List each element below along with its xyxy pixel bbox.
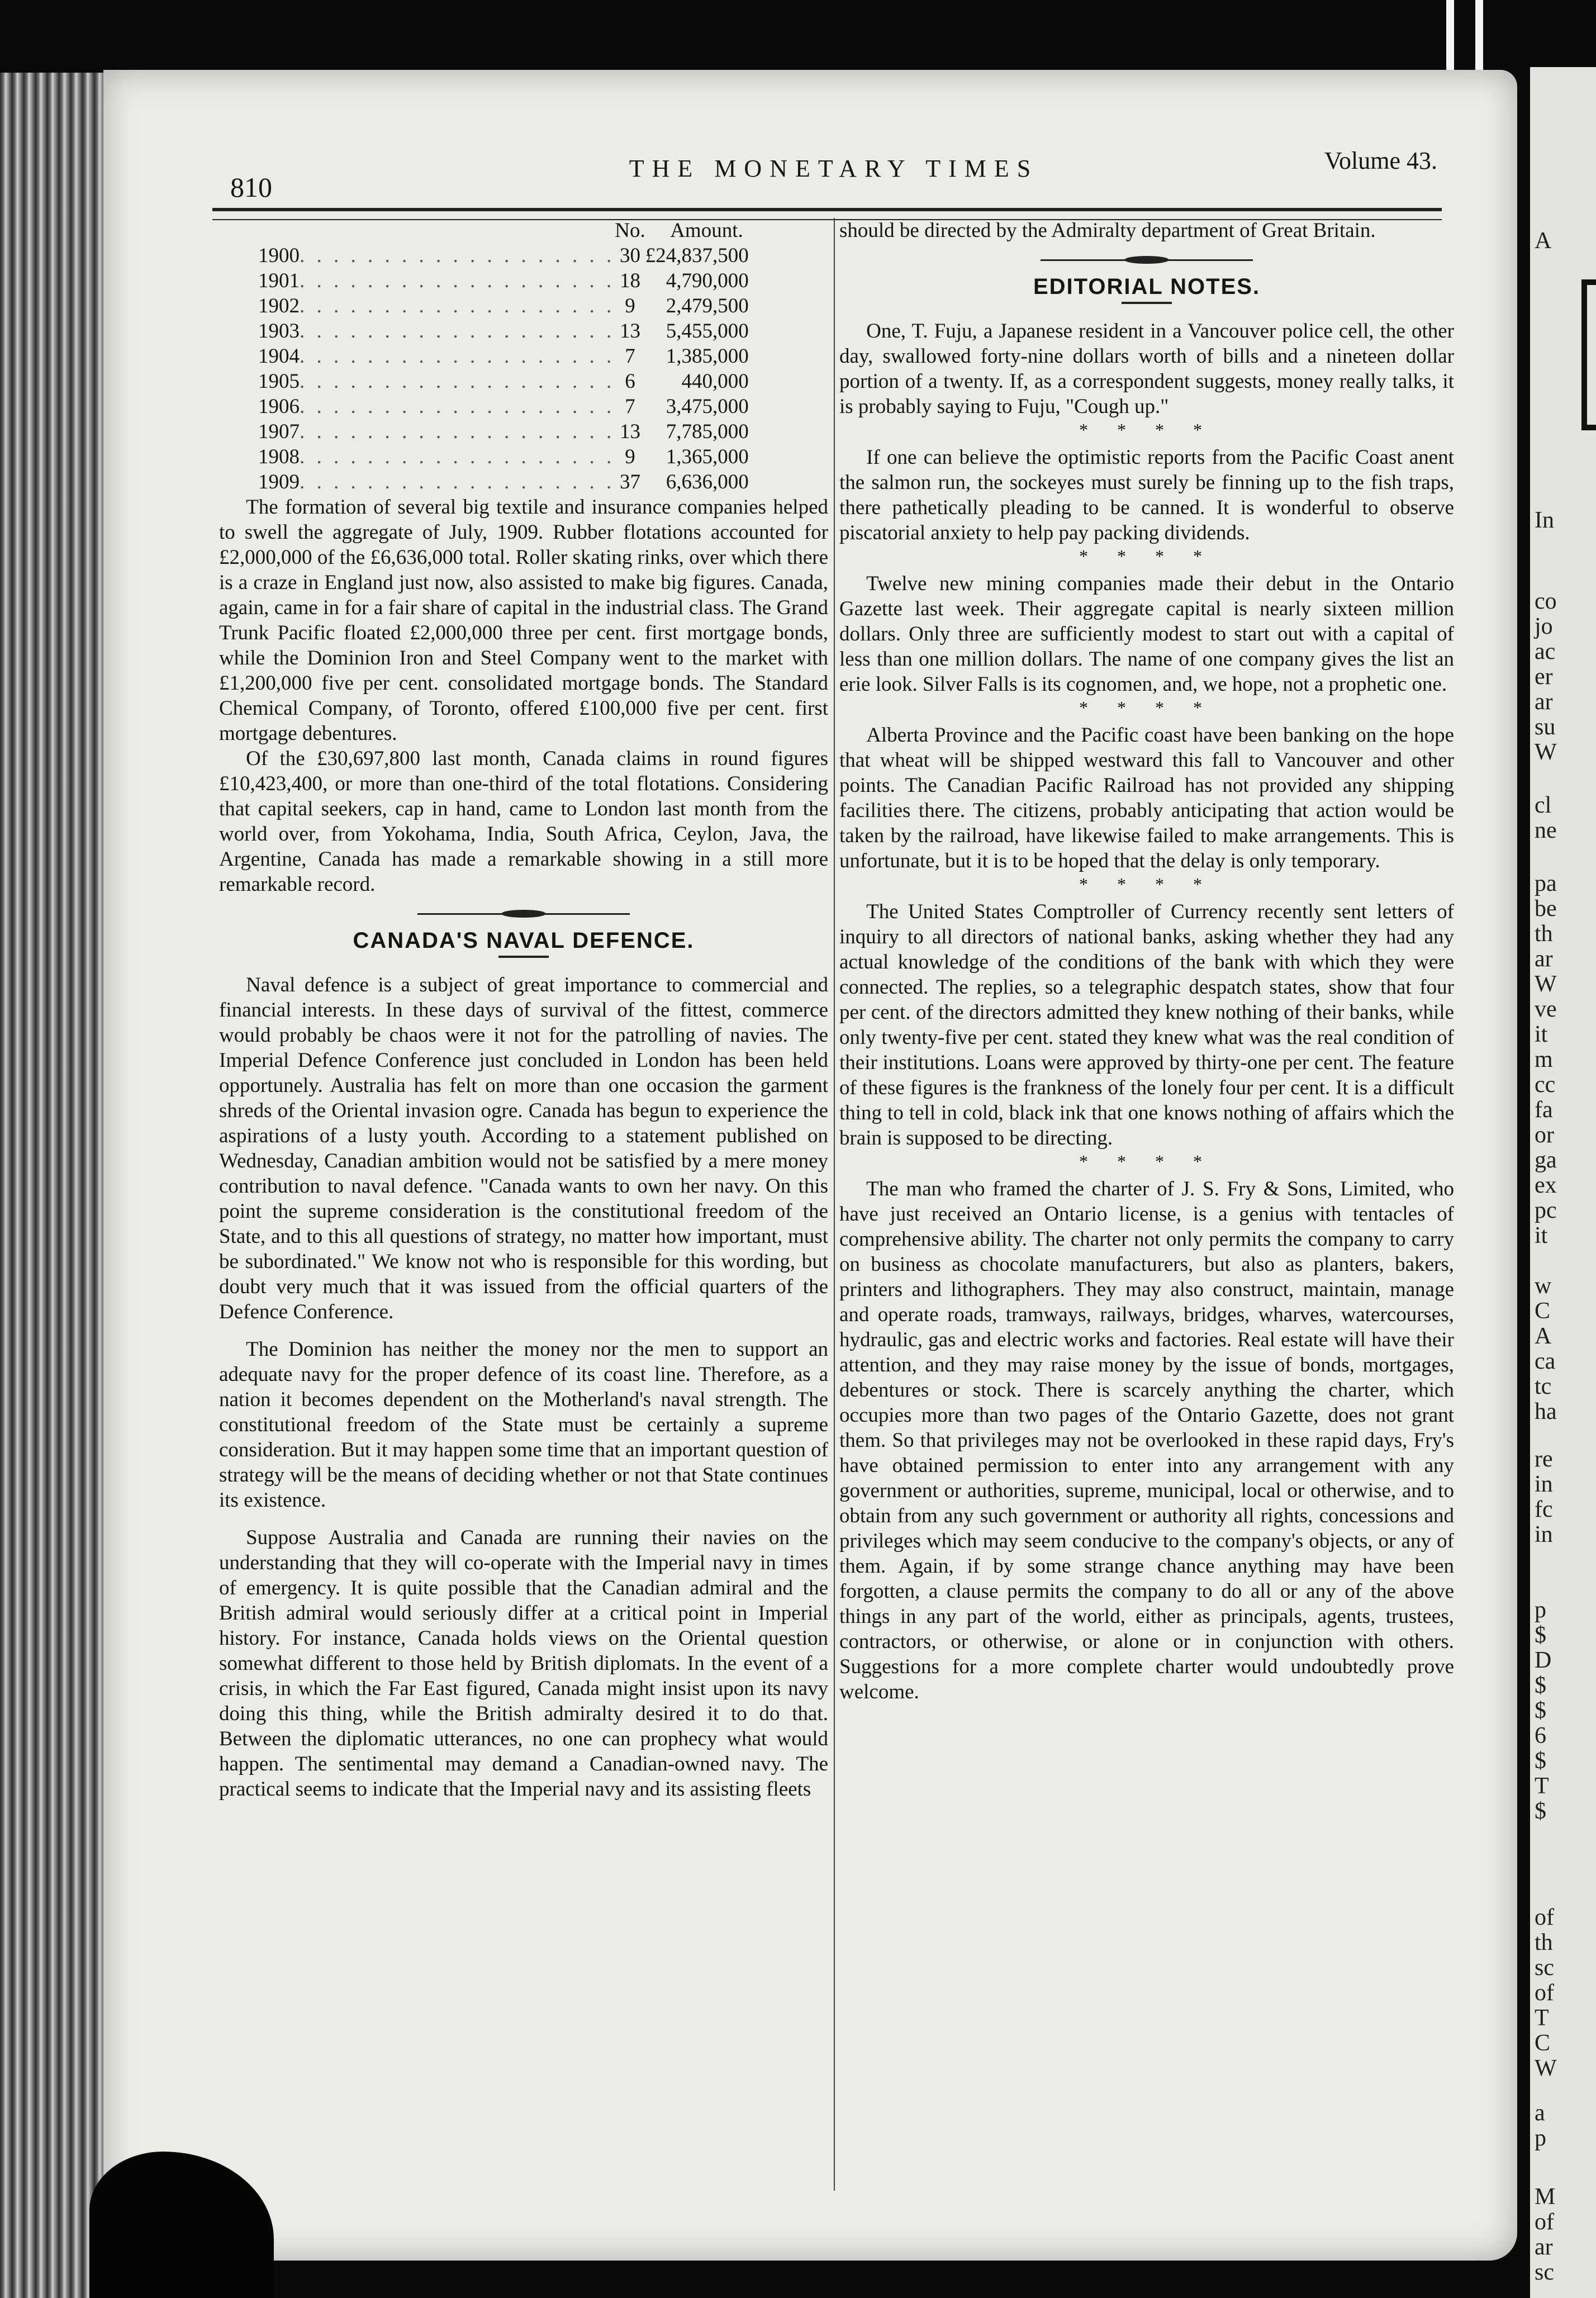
facing-page-fragment: ac: [1535, 639, 1556, 664]
facing-page-fragment: 6: [1535, 1723, 1546, 1749]
facing-page-fragment: sc: [1535, 2259, 1554, 2285]
facing-page-fragment: ve: [1535, 996, 1557, 1022]
facing-page-fragment: sc: [1535, 1955, 1554, 1981]
facing-page-fragment: tc: [1535, 1374, 1552, 1399]
row-count: 7: [625, 395, 635, 418]
section-ornament: [417, 907, 630, 920]
editorial-note: The United States Comptroller of Currency recently sent letters of inquiry to all directors of national banks, asking whether they had any actual knowledge of the conditions of the bank with which they were connected. The replies, so a telegraphic despatch states, show that four per cent. of the directors admitted they knew nothing of their banks, while only twenty-five per cent. stated they knew what was the real condition of their institutions. Loans were approved by thirty-one per cent. The feature of these figures is the frankness of the lonely four per cent. It is a difficult thing to tell in cold, black ink that one knows nothing of affairs which the brain is supposed to be directing.: [839, 900, 1454, 1150]
facing-page-fragment: $: [1535, 1798, 1546, 1824]
row-leader-dots: . . . . . . . . . . . . . . . . . . .: [300, 420, 615, 443]
facing-page-fragment: T: [1535, 2005, 1549, 2031]
facing-page-box: [1581, 279, 1596, 430]
row-year: 1900: [258, 244, 300, 267]
facing-page-fragment: ar: [1535, 946, 1553, 972]
facing-page-fragment: ga: [1535, 1147, 1557, 1173]
note-separator: * * * *: [1079, 420, 1214, 440]
note-separator: * * * *: [1079, 1151, 1214, 1171]
facing-page-fragment: C: [1535, 2030, 1551, 2056]
facing-page-fragment: ne: [1535, 818, 1557, 843]
row-leader-dots: . . . . . . . . . . . . . . . . . . .: [300, 471, 615, 493]
table-row: [219, 444, 849, 469]
row-amount: 4,790,000: [666, 269, 749, 292]
row-leader-dots: . . . . . . . . . . . . . . . . . . .: [300, 370, 615, 393]
row-year: 1905: [258, 370, 300, 393]
facing-page-fragment: $: [1535, 1673, 1546, 1698]
facing-page-fragment: it: [1535, 1223, 1548, 1248]
row-amount: 6,636,000: [666, 471, 749, 493]
facing-page-edge: [1530, 67, 1596, 2298]
facing-page-fragment: fc: [1535, 1497, 1553, 1522]
facing-page-fragment: M: [1535, 2184, 1556, 2210]
row-amount: 3,475,000: [666, 395, 749, 418]
article-paragraph: The formation of several big textile and insurance companies helped to swell the aggregate of July, 1909. Rubber flotations accounted for £2,000,000 of the £6,636,000 total. Roller skating rinks, over which there is a craze in England just now, also assisted to make big figures. Canada, again, came in for a fair share of capital in the industrial class. The Grand Trunk Pacific floated £2,000,000 three per cent. first mortgage bonds, while the Dominion Iron and Steel Company went to the market with £1,200,000 five per cent. consolidated mortgage bonds. The Standard Chemical Company, of Toronto, offered £100,000 five per cent. first mortgage debentures.: [219, 496, 828, 745]
table-header-row: [219, 218, 849, 243]
facing-page-fragment: D: [1535, 1647, 1552, 1673]
row-count: 9: [625, 295, 635, 317]
row-year: 1909: [258, 471, 300, 493]
facing-page-fragment: W: [1535, 971, 1557, 997]
facing-page-fragment: C: [1535, 1298, 1551, 1324]
row-year: 1907: [258, 420, 300, 443]
editorial-heading: EDITORIAL NOTES.: [1033, 274, 1261, 299]
facing-page-fragment: W: [1535, 739, 1557, 765]
facing-page-fragment: p: [1535, 1597, 1546, 1623]
table-row: [219, 344, 849, 369]
row-count: 13: [619, 420, 640, 443]
left-column: [219, 218, 828, 1802]
editorial-note: One, T. Fuju, a Japanese resident in a Vancouver police cell, the other day, swallowed forty-nine dollars worth of bills and a nineteen dollar portion of a twenty. If, as a correspondent suggests, money really talks, it is probably saying to Fuju, "Cough up.": [839, 320, 1454, 418]
row-amount: 1,385,000: [666, 345, 749, 368]
note-separator: * * * *: [1079, 546, 1214, 566]
volume-label: Volume 43.: [1324, 147, 1437, 174]
row-leader-dots: . . . . . . . . . . . . . . . . . . .: [300, 345, 615, 368]
row-amount: £24,837,500: [645, 244, 749, 267]
heading-rule: [1122, 302, 1172, 304]
facing-page-fragment: er: [1535, 664, 1553, 690]
heading-rule: [498, 956, 549, 958]
masthead: THE MONETARY TIMES: [629, 155, 1039, 182]
row-count: 18: [619, 269, 640, 292]
editorial-note: If one can believe the optimistic reports from the Pacific Coast anent the salmon run, the sockeyes must surely be finning up to the fish traps, there pathetically pleading to be canned. It is wonderful to observe piscatorial anxiety to help pay packing dividends.: [839, 446, 1454, 544]
facing-page-fragment: in: [1535, 1471, 1553, 1497]
flotation-table: [219, 218, 849, 495]
row-count: 6: [625, 370, 635, 393]
table-row: [219, 243, 849, 268]
facing-page-fragment: $: [1535, 1698, 1546, 1724]
table-row: [219, 293, 849, 319]
facing-page-fragment: or: [1535, 1122, 1554, 1148]
row-year: 1902: [258, 295, 300, 317]
facing-page-fragment: T: [1535, 1773, 1549, 1799]
facing-page-fragment: pa: [1535, 871, 1557, 896]
article-paragraph: The Dominion has neither the money nor the men to support an adequate navy for the proper defence of its coast line. Therefore, as a nation it becomes dependent on the Motherland's naval strength. The constitutional freedom of the State must be certainly a supreme consideration. But it may happen some time that an important question of strategy will be the means of deciding whether or not that State continues its existence.: [219, 1338, 828, 1512]
page-number: 810: [230, 172, 272, 203]
row-count: 30: [619, 244, 640, 267]
facing-page-fragment: ca: [1535, 1349, 1556, 1374]
column-header-no: No.: [615, 219, 645, 242]
facing-page-fragment: cc: [1535, 1072, 1556, 1098]
editorial-note: Alberta Province and the Pacific coast have been banking on the hope that wheat will be shipped westward this fall to Vancouver and other points. The Canadian Pacific Railroad has not provided any shipping facilities there. The citizens, probably anticipating that action would be taken by the railroad, have likewise failed to make arrangements. This is unfortunate, but it is to be hoped that the delay is only temporary.: [839, 724, 1454, 872]
row-count: 7: [625, 345, 635, 368]
facing-page-fragment: a: [1535, 2100, 1545, 2126]
row-amount: 7,785,000: [666, 420, 749, 443]
row-amount: 440,000: [681, 370, 749, 393]
row-amount: 5,455,000: [666, 320, 749, 343]
row-leader-dots: . . . . . . . . . . . . . . . . . . .: [300, 244, 615, 267]
facing-page-fragment: ar: [1535, 689, 1553, 715]
row-leader-dots: . . . . . . . . . . . . . . . . . . .: [300, 269, 615, 292]
row-count: 13: [619, 320, 640, 343]
row-count: 37: [619, 471, 640, 493]
facing-page-fragment: W: [1535, 2055, 1557, 2081]
row-leader-dots: . . . . . . . . . . . . . . . . . . .: [300, 295, 615, 317]
article-paragraph: Of the £30,697,800 last month, Canada claims in round figures £10,423,400, or more than one-third of the total flotations. Considering that capital seekers, cap in hand, came to London last month from the world over, from Yokohama, India, South Africa, Ceylon, Java, the Argentine, Canada has made a remarkable showing in a still more remarkable record.: [219, 747, 828, 896]
facing-page-fragment: A: [1535, 1323, 1552, 1349]
facing-page-fragment: w: [1535, 1273, 1552, 1299]
facing-page-fragment: $: [1535, 1748, 1546, 1774]
row-year: 1904: [258, 345, 300, 368]
facing-page-fragment: cl: [1535, 792, 1552, 818]
table-row: [219, 319, 849, 344]
row-year: 1906: [258, 395, 300, 418]
note-separator: * * * *: [1079, 874, 1214, 894]
row-amount: 2,479,500: [666, 295, 749, 317]
row-amount: 1,365,000: [666, 445, 749, 468]
facing-page-fragment: it: [1535, 1022, 1548, 1047]
naval-heading: CANADA'S NAVAL DEFENCE.: [353, 928, 695, 953]
facing-page-fragment: ha: [1535, 1399, 1557, 1425]
table-row: [219, 369, 849, 394]
facing-page-fragment: pc: [1535, 1198, 1557, 1223]
editorial-note: The man who framed the charter of J. S. Fry & Sons, Limited, who have just received an Ontario license, is a genius with tentacles of comprehensive ability. The charter not only permits the company to carry on business as chocolate manufacturers, but also as planters, bakers, printers and lithographers. They may also construct, maintain, manage and operate roads, tramways, railways, bridges, wharves, watercourses, hydraulic, gas and electric works and factories. Real estate will have their attention, and they may raise money by the issue of bonds, mortgages, debentures or stock. There is scarcely anything the charter, which occupies more than two pages of the Ontario Gazette, does not grant them. So that privileges may not be overlooked in these rapid days, Fry's have obtained permission to enter into any arrangement with any government or authorities, supreme, municipal, local or otherwise, and to obtain from any such government or authority all rights, concessions and privileges which may seem conducive to the company's objects, or any of them. Again, if by some strange chance anything may have been forgotten, a clause permits the company to do all or any of the above things in any part of the world, either as principals, agents, trustees, contractors, or otherwise, or alone or in conjunction with others. Suggestions for a more complete charter would undoubtedly prove welcome.: [839, 1178, 1454, 1703]
right-column: [839, 218, 1454, 1704]
facing-page-fragment: jo: [1535, 614, 1553, 639]
facing-page-fragment: be: [1535, 896, 1557, 922]
row-leader-dots: . . . . . . . . . . . . . . . . . . .: [300, 320, 615, 343]
facing-page-fragment: in: [1535, 1522, 1553, 1547]
section-ornament: [1041, 253, 1253, 267]
facing-page-fragment: ar: [1535, 2234, 1553, 2260]
facing-page-fragment: of: [1535, 2209, 1554, 2235]
facing-page-fragment: ex: [1535, 1172, 1557, 1198]
table-row: [219, 419, 849, 444]
facing-page-fragment: fa: [1535, 1097, 1553, 1123]
table-row: [219, 469, 849, 495]
row-year: 1903: [258, 320, 300, 343]
facing-page-fragment: th: [1535, 1930, 1553, 1955]
facing-page-fragment: p: [1535, 2125, 1546, 2151]
row-year: 1908: [258, 445, 300, 468]
row-leader-dots: . . . . . . . . . . . . . . . . . . .: [300, 395, 615, 418]
facing-page-fragment: In: [1535, 507, 1554, 533]
facing-page-fragment: re: [1535, 1446, 1553, 1472]
book-binding: [0, 73, 106, 2298]
row-year: 1901: [258, 269, 300, 292]
table-row: [219, 268, 849, 293]
facing-page-fragment: th: [1535, 921, 1553, 947]
facing-page-fragment: co: [1535, 588, 1557, 614]
continued-text: should be directed by the Admiralty department of Great Britain.: [839, 219, 1376, 242]
column-header-amount: Amount.: [670, 219, 743, 242]
running-head: [230, 143, 1437, 203]
table-row: [219, 394, 849, 419]
editorial-note: Twelve new mining companies made their debut in the Ontario Gazette last week. Their aggregate capital is nearly sixteen million dollars. Only three are sufficiently modest to start out with a capital of less than one million dollars. The name of one company gives the list an erie look. Silver Falls is its cognomen, and, we hope, not a prophetic one.: [839, 572, 1454, 696]
facing-page-fragment: su: [1535, 714, 1556, 740]
column-divider: [834, 218, 835, 2191]
facing-page-fragment: of: [1535, 1905, 1554, 1930]
article-paragraph: Suppose Australia and Canada are running their navies on the understanding that they will co-operate with the Imperial navy in times of emergency. It is quite possible that the Canadian admiral and the British admiral would seriously differ at a critical point in Imperial history. For instance, Canada holds views on the Oriental question somewhat different to those held by British diplomats. In the event of a crisis, in which the Far East figured, Canada might insist upon its navy doing this thing, while the British admiralty desired it to do that. Between the diplomatic utterances, no one can prophecy what would happen. The sentimental may demand a Canadian-owned navy. The practical seems to indicate that the Imperial navy and its assisting fleets: [219, 1526, 828, 1801]
facing-page-fragment: $: [1535, 1622, 1546, 1648]
article-paragraph: Naval defence is a subject of great importance to commercial and financial interests. In these days of survival of the fittest, commerce would probably be chaos were it not for the patrolling of navies. The Imperial Defence Conference just concluded in London has been held opportunely. Australia has felt on more than one occasion the garment shreds of the Oriental invasion ogre. Canada has begun to experience the aspirations of a lusty youth. According to a statement published on Wednesday, Canadian ambition would not be satisfied by a mere money contribution to naval defence. "Canada wants to own her navy. On this point the supreme consideration is the constitutional freedom of the State, and to this all questions of strategy, no matter how important, must be subordinated." We know not who is responsible for this wording, but doubt very much that it was issued from the official quarters of the Defence Conference.: [219, 974, 828, 1323]
facing-page-fragment: m: [1535, 1047, 1553, 1072]
note-separator: * * * *: [1079, 697, 1214, 718]
facing-page-fragment: of: [1535, 1980, 1554, 2006]
facing-page-fragment: A: [1535, 228, 1552, 254]
row-count: 9: [625, 445, 635, 468]
row-leader-dots: . . . . . . . . . . . . . . . . . . .: [300, 445, 615, 468]
